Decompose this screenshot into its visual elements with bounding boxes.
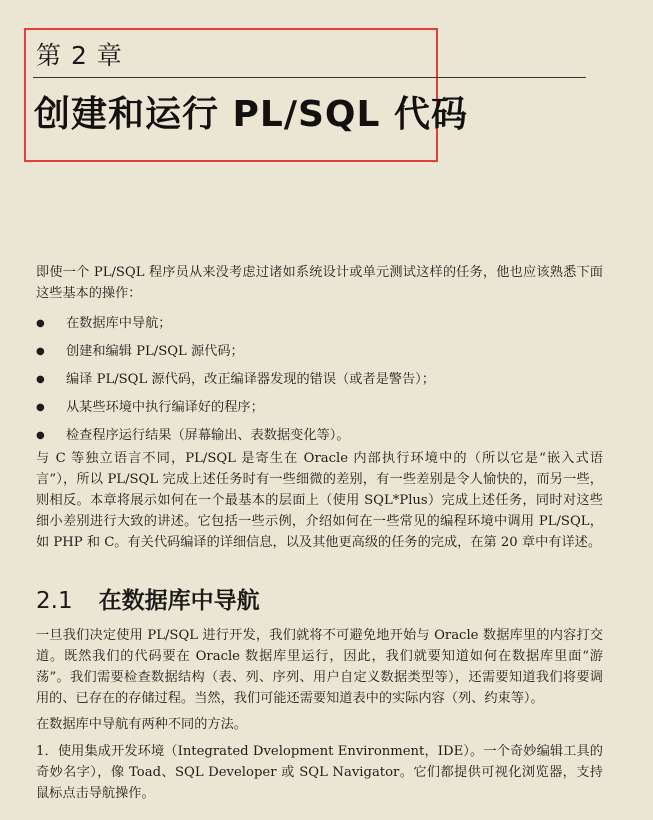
list-item xyxy=(36,338,603,366)
bullet-icon: ● xyxy=(36,430,45,441)
section-title: 在数据库中导航 xyxy=(98,588,260,614)
intro-paragraph: 即使一个 PL/SQL 程序员从来没考虑过诸如系统设计或单元测试这样的任务，他也应该熟悉下面这些基本的操作： xyxy=(36,265,603,301)
chapter-label: 第 2 章 xyxy=(36,41,123,70)
task-bullet-list xyxy=(36,310,603,450)
section-heading xyxy=(36,582,260,615)
bullet-text: 从某些环境中执行编译好的程序； xyxy=(66,400,264,415)
bullet-icon: ● xyxy=(36,402,45,413)
list-item xyxy=(36,310,603,338)
bullet-icon: ● xyxy=(36,374,45,385)
list-item xyxy=(36,366,603,394)
bullet-icon: ● xyxy=(36,318,45,329)
bullet-text: 在数据库中导航； xyxy=(66,316,172,331)
bullet-text: 检查程序运行结果（屏幕输出、表数据变化等）。 xyxy=(66,428,350,443)
chapter-divider xyxy=(33,77,586,78)
section-paragraph-methods: 在数据库中导航有两种不同的方法。 xyxy=(36,717,247,732)
bullet-text: 编译 PL/SQL 源代码，改正编译器发现的错误（或者是警告）； xyxy=(66,372,435,387)
numbered-item: 1．使用集成开发环境（Integrated Dvelopment Environment，IDE）。一个奇妙编辑工具的奇妙名字），像 Toad、SQL Developer 或 SQL Navigator。它们都提供可视化浏览器，支持鼠标点击导航操作。 xyxy=(36,744,603,801)
list-item xyxy=(36,394,603,422)
section-paragraph: 一旦我们决定使用 PL/SQL 进行开发，我们就将不可避免地开始与 Oracle 数据库里的内容打交道。既然我们的代码要在 Oracle 数据库里运行，因此，我们就要知道如何在数据库里面“游荡”。我们需要检查数据结构（表、列、序列、用户自定义数据类型等），还需要知道我们将要调用的、已存在的存储过程。当然，我们可能还需要知道表中的实际内容（列、约束等）。 xyxy=(36,628,603,706)
body-paragraph: 与 C 等独立语言不同，PL/SQL 是寄生在 Oracle 内部执行环境中的（所以它是“嵌入式语言”），所以 PL/SQL 完成上述任务时有一些细微的差别，有一些差别是令人愉快的，而另一些，则相反。本章将展示如何在一个最基本的层面上（使用 SQL*Plus）完成上述任务，同时对这些细小差别进行大致的讲述。它包括一些示例，介绍如何在一些常见的编程环境中调用 PL/SQL，如 PHP 和 C。有关代码编译的详细信息，以及其他更高级的任务的完成，在第 20 章中有详述。 xyxy=(36,451,603,550)
list-item xyxy=(36,422,603,450)
section-number: 2.1 xyxy=(36,588,73,614)
bullet-text: 创建和编辑 PL/SQL 源代码； xyxy=(66,344,244,359)
chapter-title: 创建和运行 PL/SQL 代码 xyxy=(34,94,469,135)
bullet-icon: ● xyxy=(36,346,45,357)
